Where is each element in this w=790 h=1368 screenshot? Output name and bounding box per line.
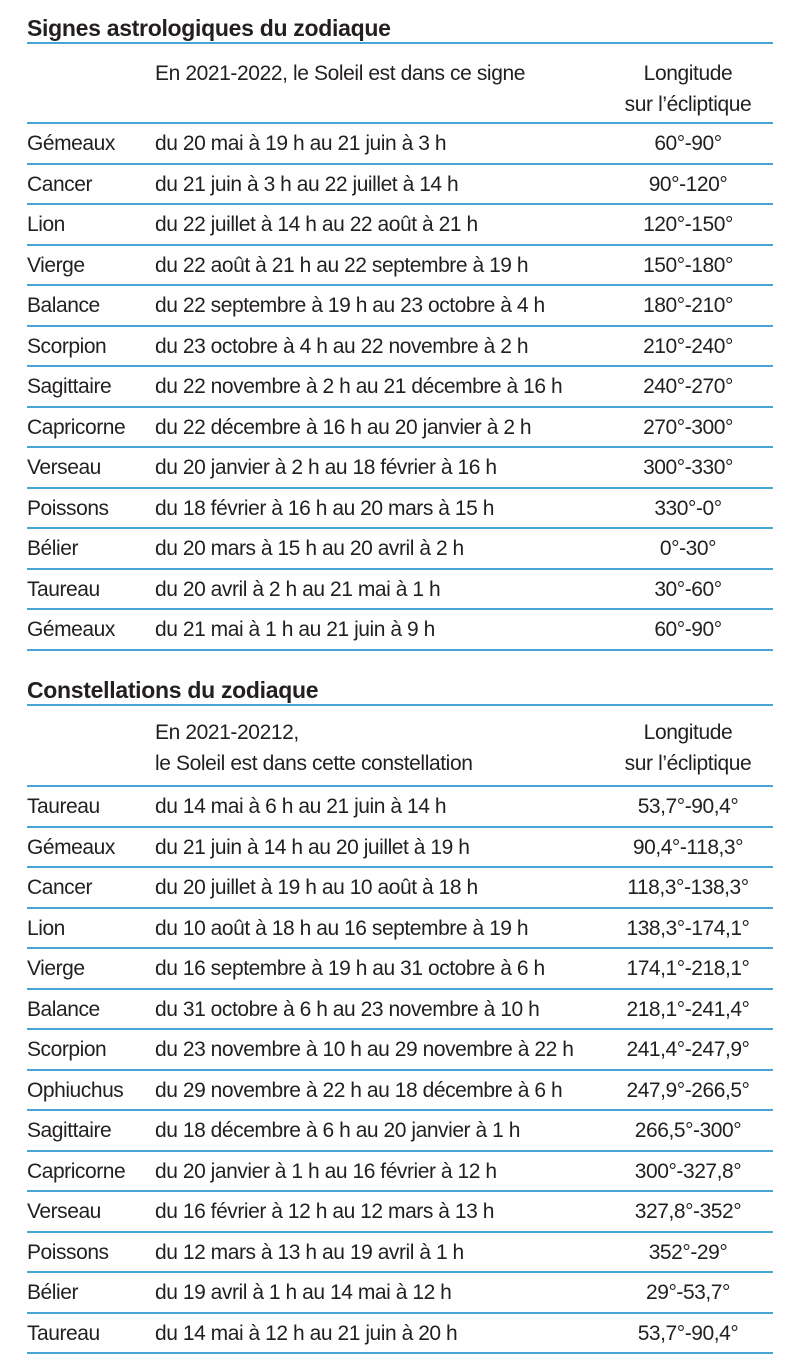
longitude-cell: 150°-180° bbox=[643, 253, 733, 277]
constellations-header-period-line: En 2021-20212, bbox=[155, 721, 299, 744]
sign-name-cell: Taureau bbox=[27, 577, 100, 601]
table-row bbox=[27, 1071, 773, 1112]
period-cell: du 21 juin à 3 h au 22 juillet à 14 h bbox=[155, 172, 459, 196]
table-row bbox=[27, 448, 773, 489]
table-row bbox=[27, 990, 773, 1031]
table-row bbox=[27, 610, 773, 651]
sign-name-cell: Cancer bbox=[27, 172, 92, 196]
table-row bbox=[27, 909, 773, 950]
sign-name-cell: Capricorne bbox=[27, 415, 126, 439]
table-row bbox=[27, 367, 773, 408]
constellations-header-row bbox=[27, 706, 773, 787]
constellations-header-longitude-line: sur l’écliptique bbox=[624, 752, 752, 775]
period-cell: du 21 mai à 1 h au 21 juin à 9 h bbox=[155, 618, 435, 641]
signs-header-longitude bbox=[603, 58, 773, 120]
longitude-cell: 270°-300° bbox=[643, 415, 733, 439]
sign-name-cell: Taureau bbox=[27, 795, 100, 818]
constellations-title: Constellations du zodiaque bbox=[27, 676, 773, 706]
longitude-cell: 0°-30° bbox=[659, 537, 717, 560]
longitude-cell: 241,4°-247,9° bbox=[626, 1038, 750, 1061]
sign-name-cell: Bélier bbox=[27, 537, 78, 560]
period-cell: du 31 octobre à 6 h au 23 novembre à 10 h bbox=[155, 997, 540, 1021]
table-row bbox=[27, 529, 773, 570]
signs-title: Signes astrologiques du zodiaque bbox=[27, 14, 773, 44]
period-cell: du 14 mai à 6 h au 21 juin à 14 h bbox=[155, 795, 447, 818]
longitude-cell: 138,3°-174,1° bbox=[626, 916, 750, 940]
constellations-table bbox=[27, 676, 773, 1354]
sign-name-cell: Capricorne bbox=[27, 1159, 126, 1183]
table-row bbox=[27, 1030, 773, 1071]
sign-name-cell: Vierge bbox=[27, 253, 85, 277]
period-cell: du 20 mars à 15 h au 20 avril à 2 h bbox=[155, 537, 464, 560]
table-row bbox=[27, 246, 773, 287]
period-cell: du 29 novembre à 22 h au 18 décembre à 6 h bbox=[155, 1078, 563, 1102]
sign-name-cell: Gémeaux bbox=[27, 132, 115, 155]
longitude-cell: 53,7°-90,4° bbox=[637, 1321, 739, 1345]
longitude-cell: 218,1°-241,4° bbox=[626, 997, 750, 1021]
table-row bbox=[27, 1152, 773, 1193]
longitude-cell: 247,9°-266,5° bbox=[626, 1078, 750, 1102]
longitude-cell: 266,5°-300° bbox=[634, 1119, 742, 1142]
sign-name-cell: Sagittaire bbox=[27, 375, 112, 398]
period-cell: du 23 novembre à 10 h au 29 novembre à 22 h bbox=[155, 1038, 574, 1061]
constellations-header-longitude-line: Longitude bbox=[643, 721, 733, 744]
signs-header-longitude-line: Longitude bbox=[643, 62, 733, 85]
table-row bbox=[27, 570, 773, 611]
longitude-cell: 29°-53,7° bbox=[646, 1281, 730, 1304]
period-cell: du 23 octobre à 4 h au 22 novembre à 2 h bbox=[155, 334, 529, 358]
constellations-header-longitude bbox=[603, 717, 773, 779]
longitude-cell: 60°-90° bbox=[654, 618, 722, 641]
signs-header-row bbox=[27, 44, 773, 124]
signs-header-period bbox=[155, 58, 595, 89]
table-row bbox=[27, 787, 773, 828]
period-cell: du 20 janvier à 2 h au 18 février à 16 h bbox=[155, 456, 497, 479]
sign-name-cell: Bélier bbox=[27, 1281, 78, 1304]
constellations-table-body bbox=[27, 787, 773, 1354]
sign-name-cell: Lion bbox=[27, 916, 65, 940]
period-cell: du 22 juillet à 14 h au 22 août à 21 h bbox=[155, 213, 478, 236]
sign-name-cell: Scorpion bbox=[27, 334, 107, 358]
sign-name-cell: Gémeaux bbox=[27, 835, 115, 859]
period-cell: du 20 juillet à 19 h au 10 août à 18 h bbox=[155, 876, 478, 899]
period-cell: du 22 août à 21 h au 22 septembre à 19 h bbox=[155, 253, 529, 277]
table-row bbox=[27, 1273, 773, 1314]
table-row bbox=[27, 489, 773, 530]
longitude-cell: 118,3°-138,3° bbox=[627, 876, 749, 899]
table-row bbox=[27, 1314, 773, 1355]
period-cell: du 22 septembre à 19 h au 23 octobre à 4 h bbox=[155, 294, 545, 317]
table-row bbox=[27, 949, 773, 990]
period-cell: du 18 décembre à 6 h au 20 janvier à 1 h bbox=[155, 1119, 520, 1142]
longitude-cell: 352°-29° bbox=[648, 1240, 728, 1264]
longitude-cell: 90°-120° bbox=[648, 172, 728, 196]
table-row bbox=[27, 327, 773, 368]
period-cell: du 16 septembre à 19 h au 31 octobre à 6 h bbox=[155, 957, 545, 980]
period-cell: du 20 janvier à 1 h au 16 février à 12 h bbox=[155, 1159, 497, 1183]
table-row bbox=[27, 1192, 773, 1233]
sign-name-cell: Poissons bbox=[27, 496, 109, 520]
signs-table-body bbox=[27, 124, 773, 651]
table-row bbox=[27, 828, 773, 869]
longitude-cell: 174,1°-218,1° bbox=[626, 957, 750, 980]
signs-header-longitude-line: sur l’écliptique bbox=[624, 93, 752, 116]
period-cell: du 10 août à 18 h au 16 septembre à 19 h bbox=[155, 916, 529, 940]
sign-name-cell: Cancer bbox=[27, 876, 92, 899]
sign-name-cell: Gémeaux bbox=[27, 618, 115, 641]
longitude-cell: 90,4°-118,3° bbox=[632, 835, 744, 859]
period-cell: du 21 juin à 14 h au 20 juillet à 19 h bbox=[155, 835, 470, 859]
longitude-cell: 210°-240° bbox=[643, 334, 733, 358]
signs-table bbox=[27, 14, 773, 651]
period-cell: du 20 avril à 2 h au 21 mai à 1 h bbox=[155, 577, 441, 601]
longitude-cell: 240°-270° bbox=[643, 375, 733, 398]
table-row bbox=[27, 165, 773, 206]
table-row bbox=[27, 205, 773, 246]
longitude-cell: 327,8°-352° bbox=[634, 1200, 742, 1223]
sign-name-cell: Verseau bbox=[27, 456, 101, 479]
table-row bbox=[27, 868, 773, 909]
longitude-cell: 120°-150° bbox=[643, 213, 733, 236]
longitude-cell: 300°-327,8° bbox=[634, 1159, 742, 1183]
sign-name-cell: Poissons bbox=[27, 1240, 109, 1264]
table-row bbox=[27, 408, 773, 449]
sign-name-cell: Balance bbox=[27, 294, 100, 317]
period-cell: du 19 avril à 1 h au 14 mai à 12 h bbox=[155, 1281, 452, 1304]
sign-name-cell: Vierge bbox=[27, 957, 85, 980]
longitude-cell: 53,7°-90,4° bbox=[637, 795, 739, 818]
longitude-cell: 330°-0° bbox=[654, 496, 722, 520]
longitude-cell: 180°-210° bbox=[643, 294, 733, 317]
constellations-header-period bbox=[155, 717, 595, 779]
table-row bbox=[27, 1111, 773, 1152]
period-cell: du 18 février à 16 h au 20 mars à 15 h bbox=[155, 496, 494, 520]
period-cell: du 20 mai à 19 h au 21 juin à 3 h bbox=[155, 132, 447, 155]
sign-name-cell: Sagittaire bbox=[27, 1119, 112, 1142]
sign-name-cell: Ophiuchus bbox=[27, 1078, 124, 1102]
period-cell: du 22 décembre à 16 h au 20 janvier à 2 h bbox=[155, 415, 532, 439]
table-row bbox=[27, 124, 773, 165]
sign-name-cell: Balance bbox=[27, 997, 100, 1021]
sign-name-cell: Taureau bbox=[27, 1321, 100, 1345]
sign-name-cell: Lion bbox=[27, 213, 65, 236]
period-cell: du 22 novembre à 2 h au 21 décembre à 16 h bbox=[155, 375, 563, 398]
period-cell: du 16 février à 12 h au 12 mars à 13 h bbox=[155, 1200, 494, 1223]
longitude-cell: 30°-60° bbox=[654, 577, 722, 601]
longitude-cell: 300°-330° bbox=[643, 456, 733, 479]
table-row bbox=[27, 286, 773, 327]
sign-name-cell: Verseau bbox=[27, 1200, 101, 1223]
longitude-cell: 60°-90° bbox=[654, 132, 722, 155]
period-cell: du 12 mars à 13 h au 19 avril à 1 h bbox=[155, 1240, 464, 1264]
table-row bbox=[27, 1233, 773, 1274]
period-cell: du 14 mai à 12 h au 21 juin à 20 h bbox=[155, 1321, 458, 1345]
constellations-header-period-line: le Soleil est dans cette constellation bbox=[155, 752, 473, 775]
signs-header-period-line: En 2021-2022, le Soleil est dans ce signe bbox=[155, 62, 526, 85]
sign-name-cell: Scorpion bbox=[27, 1038, 107, 1061]
